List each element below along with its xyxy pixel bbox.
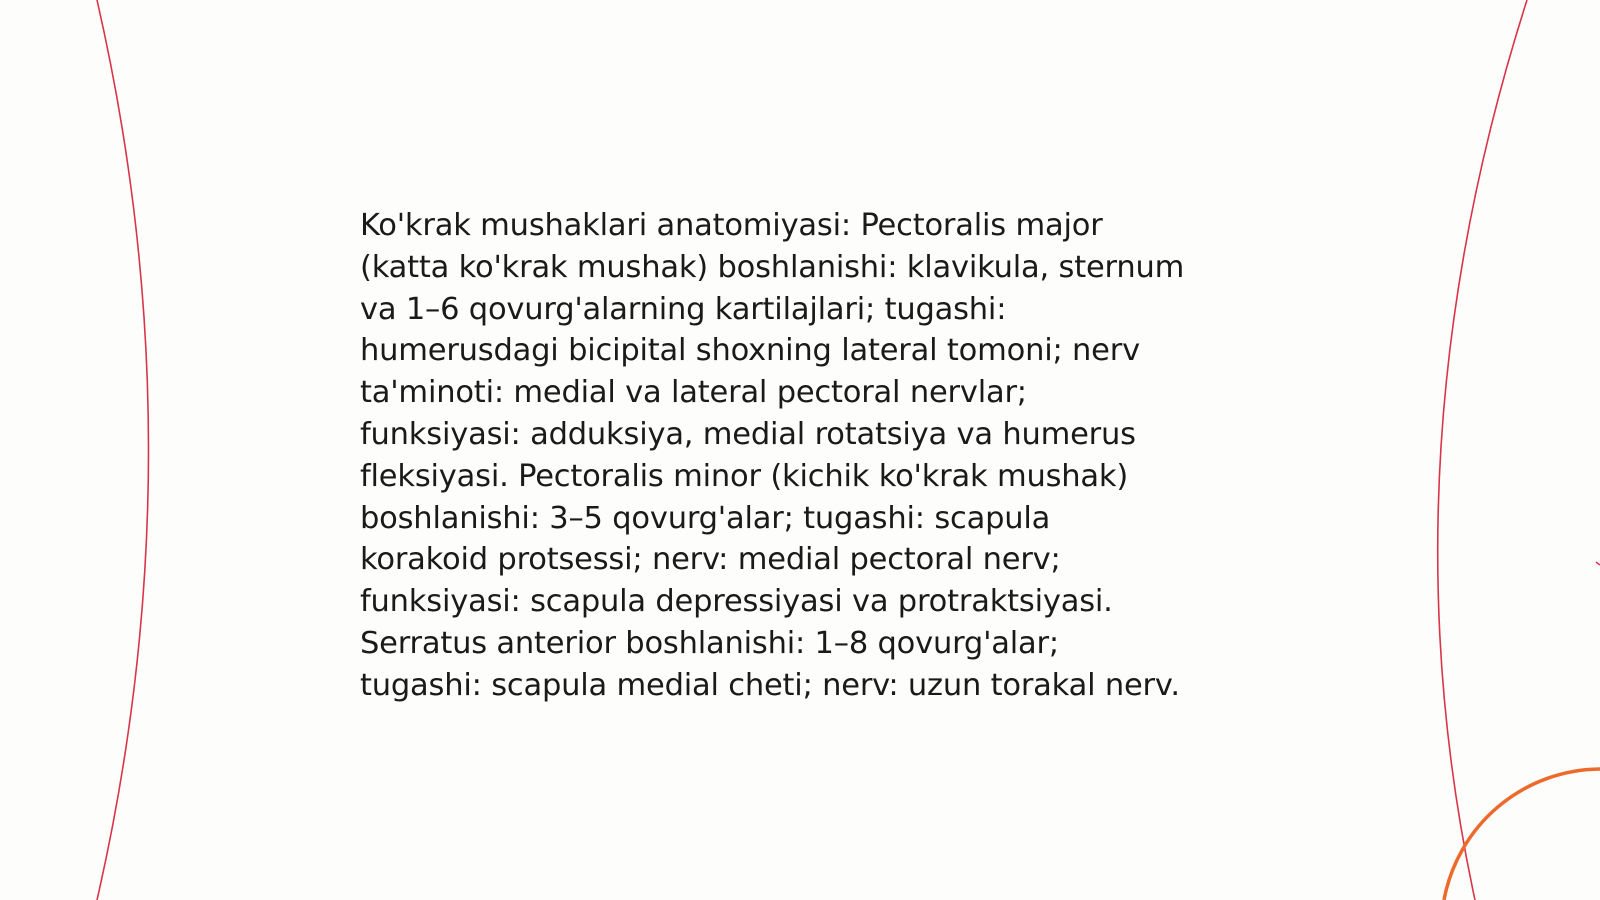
- left-arc-line: [97, 0, 149, 900]
- right-edge-tick: [1596, 562, 1600, 565]
- orange-circle-arc: [1444, 769, 1600, 900]
- right-arc-line: [1438, 0, 1527, 900]
- slide-body-text: Ko'krak mushaklari anatomiyasi: Pectoralis major (katta ko'krak mushak) boshlanishi: klavikula, sternum va 1–6 qovurg'alarning kartilajlari; tugashi: humerusdagi bicipital shoxning lateral tomoni; nerv ta'minoti: medial va lateral pectoral nervlar; funksiyasi: adduksiya, medial rotatsiya va humerus fleksiyasi. Pectoralis minor (kichik ko'krak mushak) boshlanishi: 3–5 qovurg'alar; tugashi: scapula korakoid protsessi; nerv: medial pectoral nerv; funksiyasi: scapula depressiyasi va protraktsiyasi. Serratus anterior boshlanishi: 1–8 qovurg'alar; tugashi: scapula medial cheti; nerv: uzun torakal nerv.: [360, 208, 1185, 703]
